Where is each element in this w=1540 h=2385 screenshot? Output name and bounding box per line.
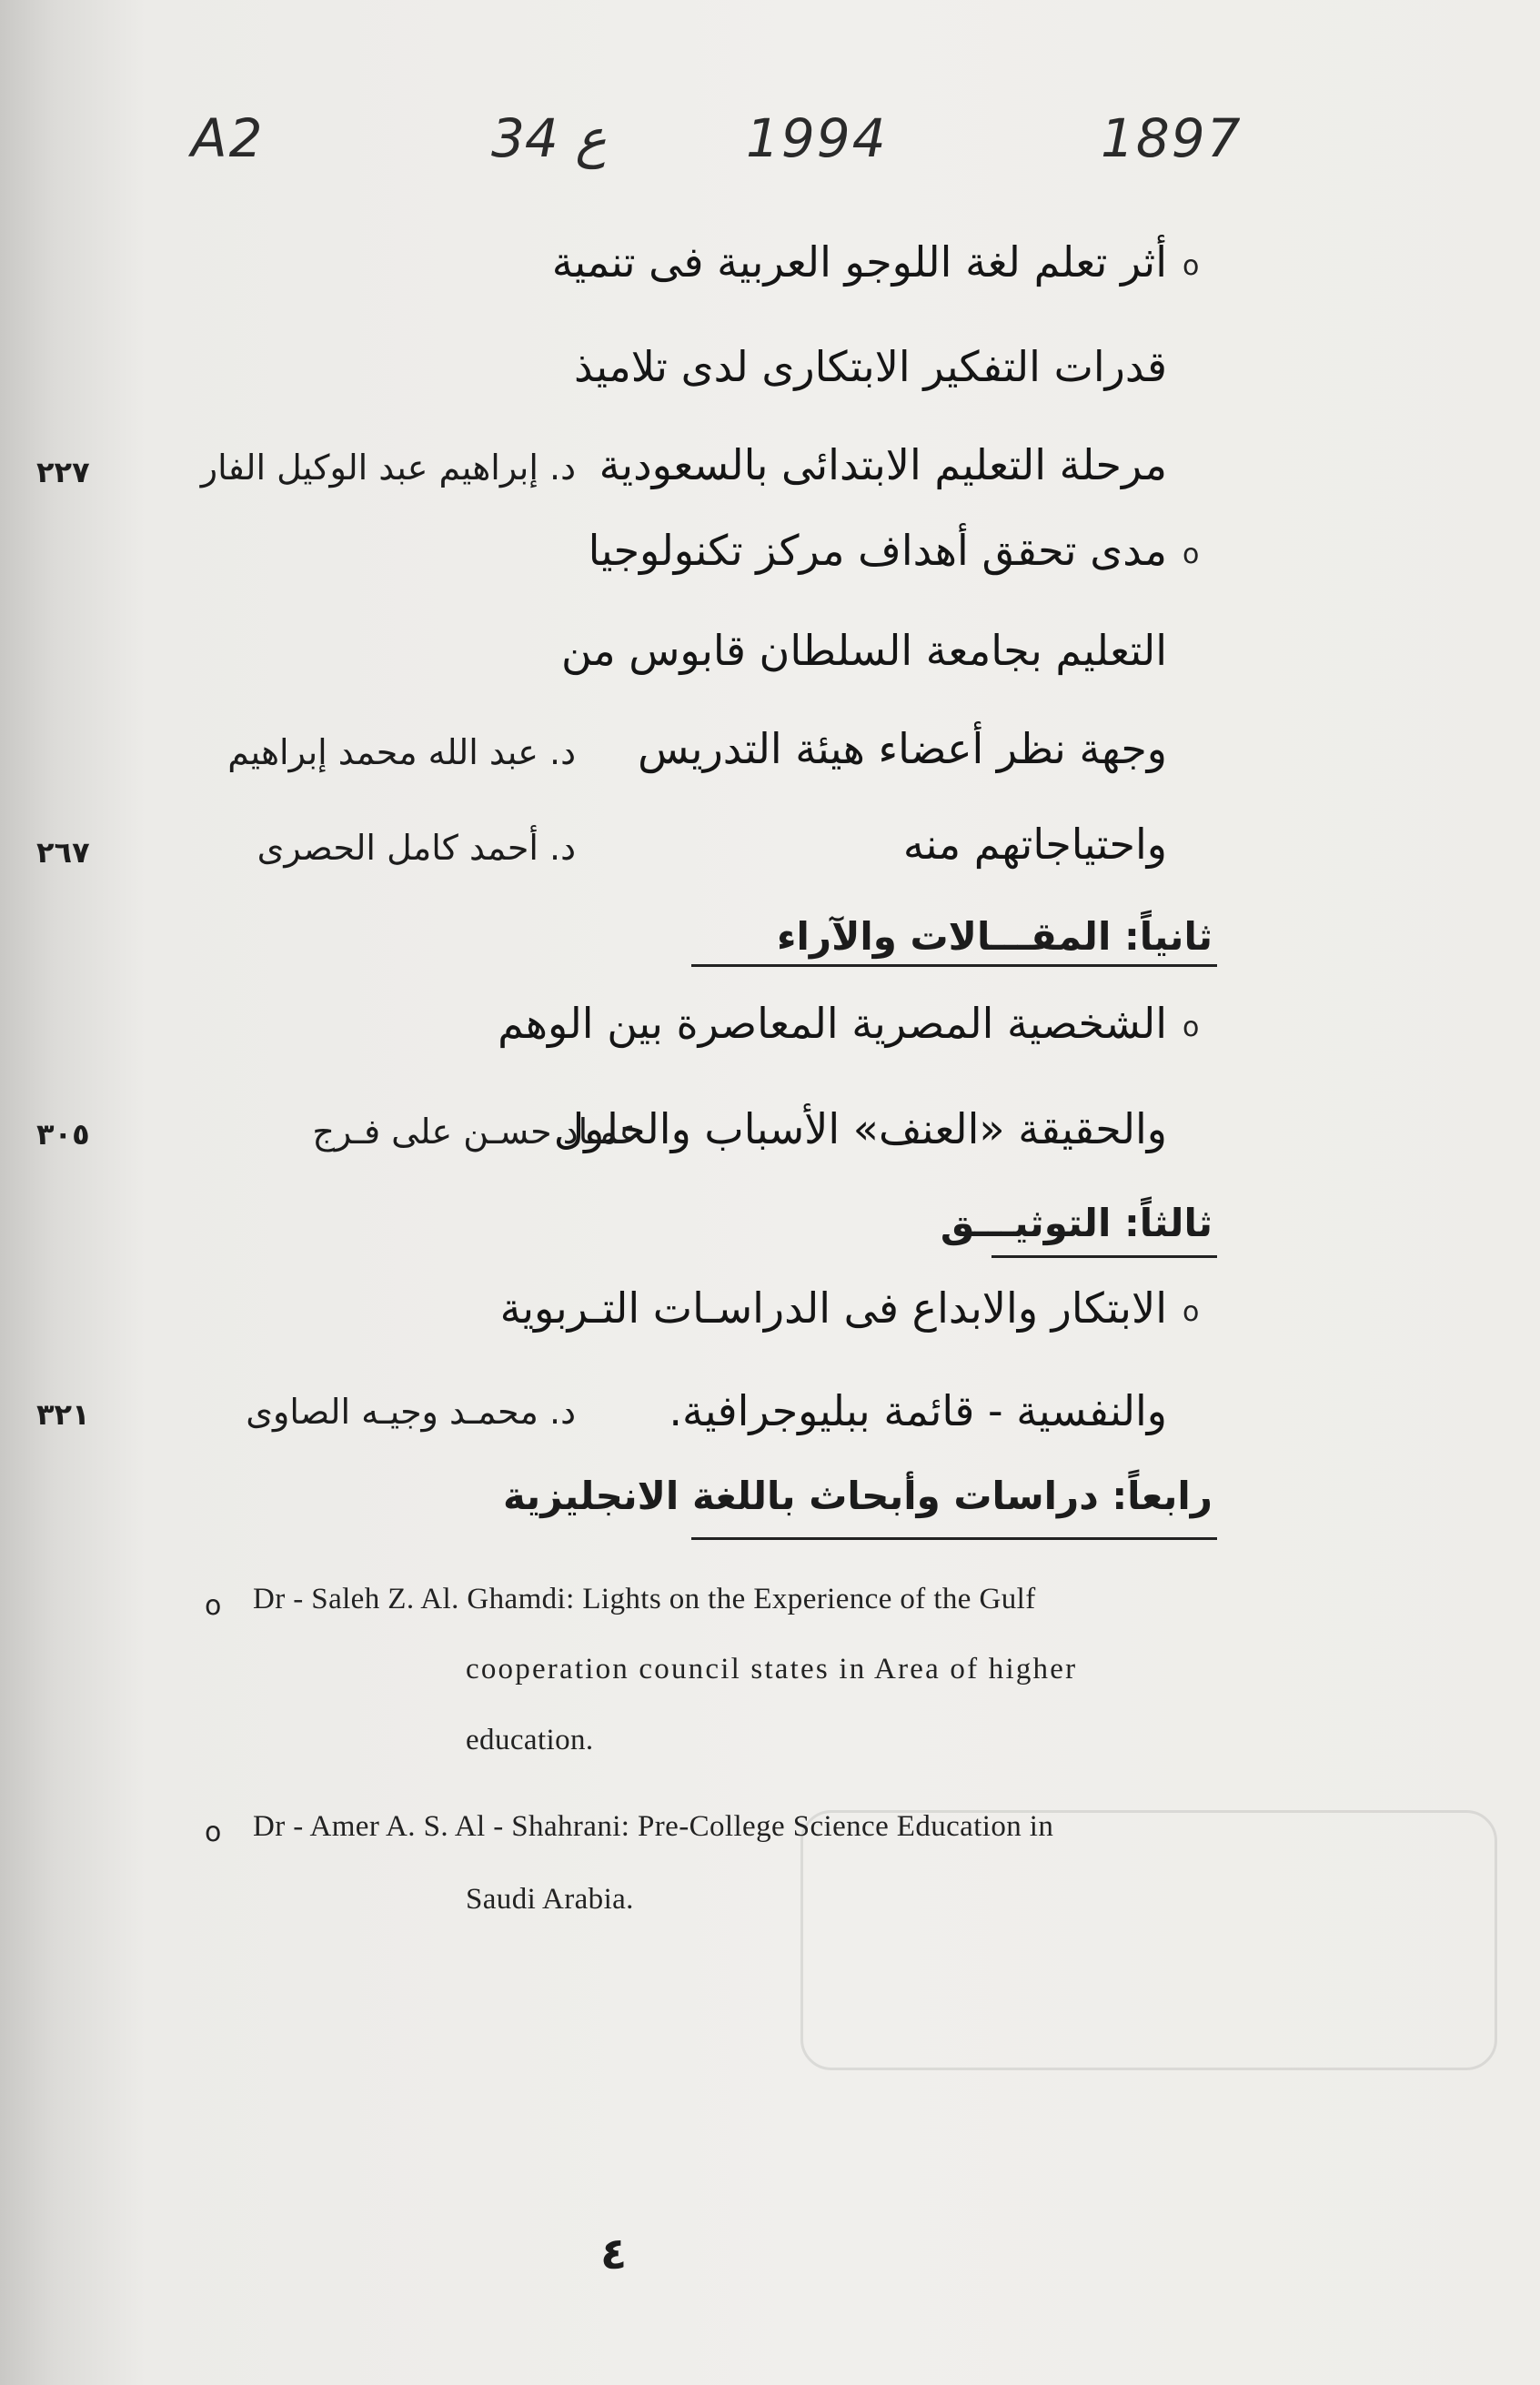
english-entry1-line1: Dr - Saleh Z. Al. Ghamdi: Lights on the Experience of the Gulf xyxy=(253,1583,1036,1615)
section-english-heading: رابعاً: دراسات وأبحاث باللغة الانجليزية xyxy=(502,1474,1213,1518)
entry1-line3: مرحلة التعليم الابتدائى بالسعودية xyxy=(599,440,1167,489)
page-number: ٤ xyxy=(600,2229,628,2279)
entry1-author: د. إبراهيم عبد الوكيل الفار xyxy=(200,448,576,488)
bullet-icon: o xyxy=(1183,1296,1200,1328)
english-entry2-line2: Saudi Arabia. xyxy=(466,1883,634,1916)
entry2-author1: د. عبد الله محمد إبراهيم xyxy=(227,732,576,772)
entry2-author2: د. أحمد كامل الحصرى xyxy=(257,828,576,868)
handwritten-note-number: 1897 xyxy=(1101,107,1243,169)
section-articles-heading: ثانياً: المقـــالات والآراء xyxy=(777,914,1213,959)
handwritten-note-year: 1994 xyxy=(746,107,888,169)
entry2-line3: وجهة نظر أعضاء هيئة التدريس xyxy=(638,724,1167,773)
bullet-icon: o xyxy=(205,1816,222,1848)
entry2-line1: مدى تحقق أهداف مركز تكنولوجيا xyxy=(588,526,1167,575)
english-entry1-line3: education. xyxy=(466,1724,594,1756)
bullet-icon: o xyxy=(1183,1011,1200,1043)
handwritten-note-volume: 34 ع xyxy=(491,107,607,169)
english-entry1-line2: cooperation council states in Area of higher xyxy=(466,1653,1078,1686)
entry1-line1: أثر تعلم لغة اللوجو العربية فى تنمية xyxy=(551,237,1167,287)
entry3-line1: الشخصية المصرية المعاصرة بين الوهم xyxy=(498,999,1167,1048)
entry4-line1: الابتكار والابداع فى الدراسـات التـربوية xyxy=(499,1283,1167,1333)
handwritten-note-a2: A2 xyxy=(191,107,265,169)
entry2-line4: واحتياجاتهم منه xyxy=(902,820,1167,869)
section-english-underline xyxy=(691,1537,1217,1540)
entry1-line2: قدرات التفكير الابتكارى لدى تلاميذ xyxy=(574,342,1167,391)
section-articles-underline xyxy=(691,964,1217,967)
section-documentation-heading: ثالثاً: التوثيـــق xyxy=(940,1201,1213,1245)
bullet-icon: o xyxy=(1183,250,1200,282)
bleed-through-frame xyxy=(800,1810,1497,2070)
english-entry2-line1: Dr - Amer A. S. Al - Shahrani: Pre-College Science Education in xyxy=(253,1810,1054,1843)
entry2-line2: التعليم بجامعة السلطان قابوس من xyxy=(560,626,1167,675)
bullet-icon: o xyxy=(205,1590,222,1622)
entry3-page: ٣٠٥ xyxy=(36,1117,90,1152)
entry4-page: ٣٢١ xyxy=(36,1397,90,1432)
entry3-author: عمـاد حسـن على فـرج xyxy=(312,1112,639,1152)
entry1-page: ٢٢٧ xyxy=(36,455,90,489)
entry3-line2: والحقيقة «العنف» الأسباب والحلول xyxy=(553,1104,1167,1153)
entry4-author: د. محمـد وجيـه الصاوى xyxy=(246,1392,576,1432)
section-documentation-underline xyxy=(991,1255,1217,1258)
bullet-icon: o xyxy=(1183,538,1200,570)
entry2-page: ٢٦٧ xyxy=(36,835,90,870)
entry4-line2: والنفسية - قائمة ببليوجرافية. xyxy=(669,1386,1167,1435)
